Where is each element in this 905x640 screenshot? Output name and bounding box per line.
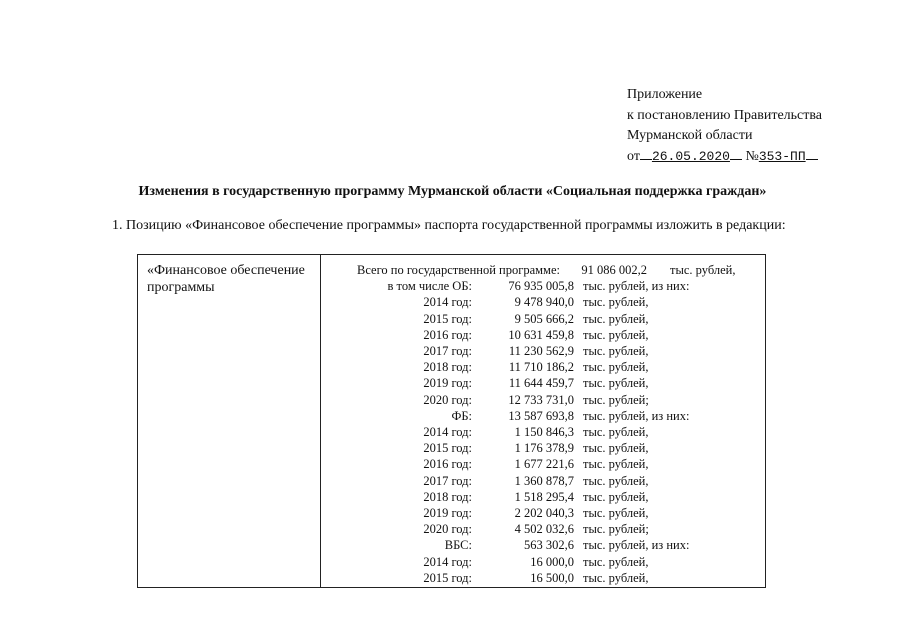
row-unit: тыс. рублей, (583, 441, 649, 456)
financing-table (137, 254, 766, 588)
row-value: 4 502 032,6 (514, 522, 574, 537)
row-value: 11 230 562,9 (508, 344, 574, 358)
row-label: 2014 год: (423, 554, 472, 569)
row-label: 2014 год: (423, 425, 472, 439)
row-label: ФБ: (451, 408, 472, 423)
row-unit: тыс. рублей; (583, 392, 649, 407)
decree-number: 353-ПП (758, 148, 806, 164)
row-value: 1 176 378,9 (514, 441, 574, 456)
row-unit: тыс. рублей, (583, 376, 649, 391)
row-unit: тыс. рублей, (583, 344, 649, 358)
table-row (138, 570, 765, 586)
row-label: 2019 год: (423, 376, 472, 391)
table-row (138, 408, 765, 424)
table-row (138, 489, 765, 505)
table-row (138, 278, 765, 294)
row-label: в том числе ОБ: (387, 279, 472, 294)
row-label: 2016 год: (423, 327, 472, 342)
row-unit: тыс. рублей, из них: (583, 408, 690, 423)
row-unit: тыс. рублей, (583, 506, 649, 520)
row-label: 2015 год: (423, 311, 472, 326)
row-unit: тыс. рублей, (583, 570, 649, 585)
row-value: 1 150 846,3 (514, 425, 574, 439)
financing-label: «Финансовое обеспечение программы (147, 263, 305, 295)
row-unit: тыс. рублей, (583, 425, 649, 439)
table-row (138, 473, 765, 489)
table-row (138, 456, 765, 472)
row-value: 10 631 459,8 (508, 327, 574, 342)
table-row (138, 294, 765, 310)
row-label: 2015 год: (423, 441, 472, 456)
table-row (138, 359, 765, 375)
row-value: 1 360 878,7 (514, 473, 574, 488)
row-unit: тыс. рублей, (583, 489, 649, 504)
table-row (138, 311, 765, 327)
row-label: 2018 год: (423, 360, 472, 375)
row-value: 9 478 940,0 (514, 295, 574, 310)
row-label: 2019 год: (423, 506, 472, 520)
row-unit: тыс. рублей, (583, 554, 649, 569)
row-unit: тыс. рублей, из них: (583, 279, 690, 294)
row-label: Всего по государственной программе: (356, 263, 560, 277)
number-label: № (745, 148, 759, 164)
from-label: от (627, 148, 640, 164)
row-unit: тыс. рублей; (583, 522, 649, 537)
row-value: 16 000,0 (530, 554, 574, 569)
row-value: 1 518 295,4 (514, 489, 574, 504)
appendix-title: Приложение (627, 87, 703, 102)
row-value: 9 505 666,2 (514, 311, 574, 326)
table-row (138, 343, 765, 359)
row-value: 76 935 005,8 (508, 279, 574, 294)
table-row (138, 521, 765, 537)
row-label: 2015 год: (423, 570, 472, 585)
row-unit: тыс. рублей, (583, 360, 649, 375)
intro-paragraph: 1. Позицию «Финансовое обеспечение программы» паспорта государственной программы изложить в редакции: (112, 218, 786, 233)
row-value: 16 500,0 (530, 570, 574, 585)
row-unit: тыс. рублей, (583, 327, 649, 342)
decree-date: 26.05.2020 (651, 148, 730, 164)
row-unit: тыс. рублей, (583, 311, 649, 326)
table-row (138, 505, 765, 521)
row-value: 2 202 040,3 (514, 506, 574, 520)
table-row (138, 537, 765, 553)
row-value: 1 677 221,6 (514, 457, 574, 472)
row-label: 2017 год: (423, 473, 472, 488)
table-row (138, 424, 765, 440)
row-value: 11 644 459,7 (508, 376, 574, 391)
row-label: ВБС: (444, 538, 472, 553)
table-row (138, 392, 765, 408)
table-row (138, 554, 765, 570)
row-label: 2020 год: (423, 392, 472, 407)
row-value: 91 086 002,2 (581, 263, 647, 277)
table-row (138, 440, 765, 456)
row-unit: тыс. рублей, (583, 457, 649, 472)
appendix-date-line (627, 147, 822, 168)
row-label: 2018 год: (423, 489, 472, 504)
row-label: 2014 год: (423, 295, 472, 310)
row-unit: тыс. рублей, (583, 473, 649, 488)
appendix-block (627, 85, 822, 167)
table-row (138, 375, 765, 391)
row-label: 2017 год: (423, 344, 472, 358)
table-row (138, 262, 765, 278)
document-heading: Изменения в государственную программу Мурманской области «Социальная поддержка граждан» (138, 184, 767, 199)
row-label: 2016 год: (423, 457, 472, 472)
row-unit: тыс. рублей, из них: (583, 538, 690, 553)
row-value: 12 733 731,0 (508, 392, 574, 407)
row-unit: тыс. рублей, (670, 263, 736, 277)
row-value: 563 302,6 (524, 538, 574, 553)
appendix-decree: к постановлению Правительства (627, 107, 823, 123)
table-row (138, 327, 765, 343)
appendix-region: Мурманской области (627, 128, 753, 143)
row-unit: тыс. рублей, (583, 295, 649, 310)
row-value: 13 587 693,8 (508, 408, 574, 423)
row-label: 2020 год: (423, 522, 472, 537)
row-value: 11 710 186,2 (508, 360, 574, 375)
